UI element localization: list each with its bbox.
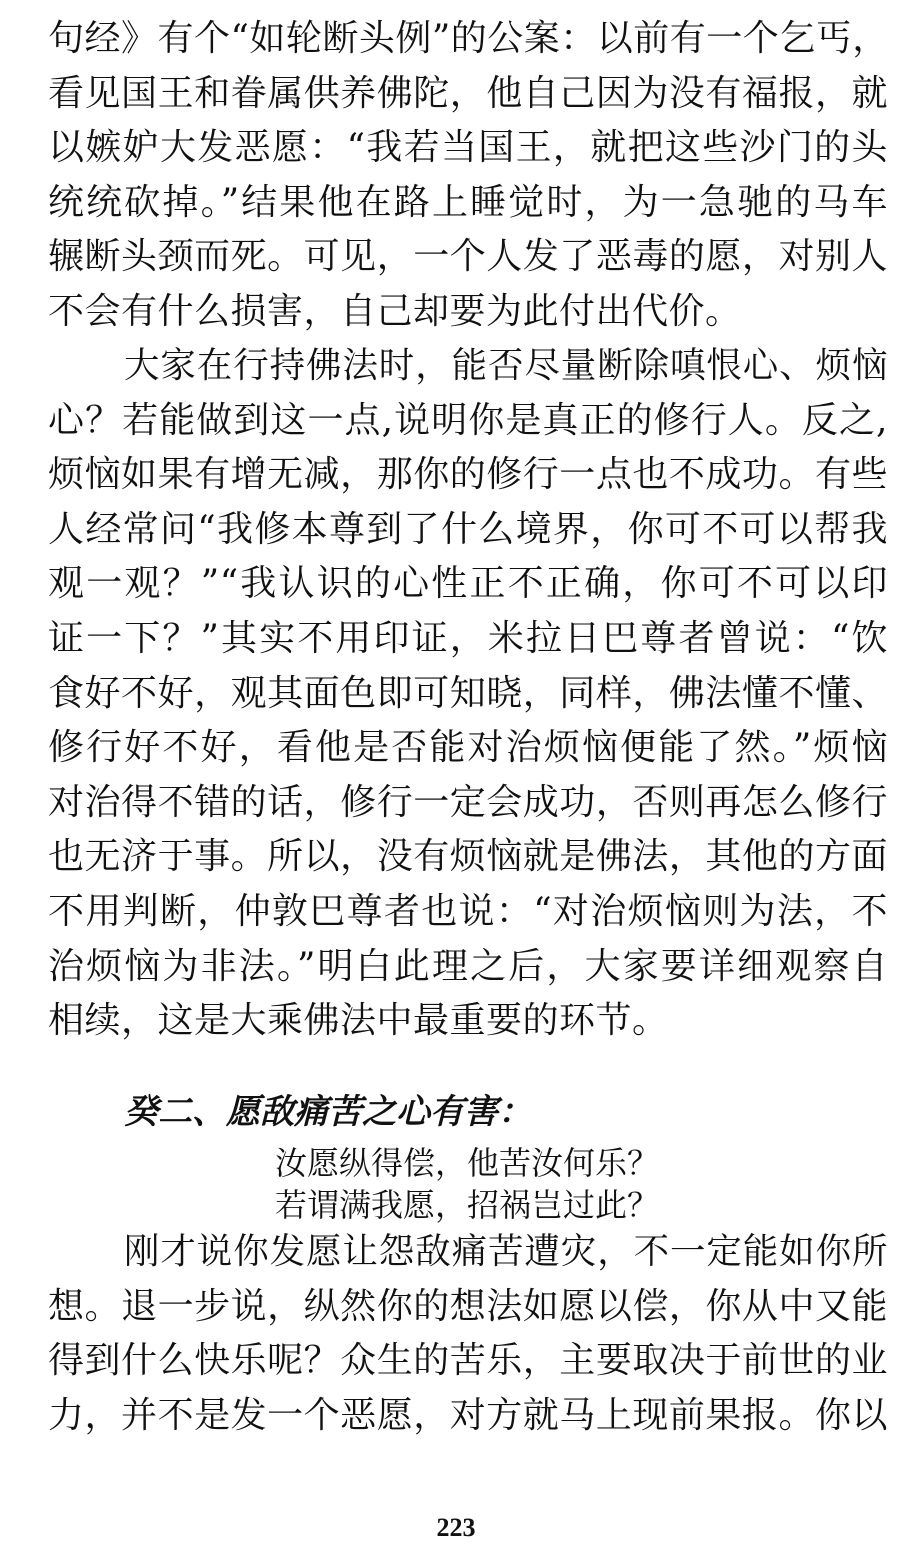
text-line: 不会有什么损害，自己却要为此付出代价。: [48, 290, 742, 332]
paragraph-1: [48, 12, 888, 340]
text-line: 辗断头颈而死。可见，一个人发了恶毒的愿，对别人: [48, 236, 888, 278]
page-number: 223: [436, 1513, 476, 1542]
verse-line-2: 若谓满我愿，招祸岂过此？: [275, 1186, 660, 1224]
text-line: 大家在行持佛法时，能否尽量断除嗔恨心、烦恼: [124, 345, 888, 386]
text-line: 食好不好，观其面色即可知晓，同样，佛法懂不懂、: [48, 672, 888, 714]
verse-line-1: 汝愿纵得偿，他苦汝何乐？: [275, 1144, 660, 1182]
text-line: 对治得不错的话，修行一定会成功，否则再怎么修行: [48, 781, 888, 823]
text-line: 证一下？”其实不用印证，米拉日巴尊者曾说：“饮: [48, 617, 888, 659]
section-heading: 癸二、愿敌痛苦之心有害：: [124, 1092, 532, 1132]
text-line: 心？若能做到这一点,说明你是真正的修行人。反之,: [48, 399, 888, 441]
text-line: 修行好不好，看他是否能对治烦恼便能了然。”烦恼: [48, 727, 888, 769]
text-line: 统统砍掉。”结果他在路上睡觉时，为一急驰的马车: [48, 181, 888, 223]
paragraph-2: [48, 339, 888, 1049]
text-line: 观一观？”“我认识的心性正不正确，你可不可以印: [48, 563, 888, 605]
text-line: 人经常问“我修本尊到了什么境界，你可不可以帮我: [48, 508, 888, 550]
text-line: 想。退一步说，纵然你的想法如愿以偿，你从中又能: [48, 1285, 888, 1327]
text-line: 不用判断，仲敦巴尊者也说：“对治烦恼则为法，不: [48, 890, 888, 932]
text-line: 刚才说你发愿让怨敌痛苦遭灾，不一定能如你所: [124, 1231, 888, 1272]
text-line: 相续，这是大乘佛法中最重要的环节。: [48, 1000, 669, 1042]
text-line: 力，并不是发一个恶愿，对方就马上现前果报。你以: [48, 1394, 888, 1436]
text-line: 得到什么快乐呢？众生的苦乐，主要取决于前世的业: [48, 1340, 888, 1382]
paragraph-3: [48, 1225, 888, 1443]
text-line: 也无济于事。所以，没有烦恼就是佛法，其他的方面: [48, 836, 888, 878]
text-line: 以嫉妒大发恶愿：“我若当国王，就把这些沙门的头: [48, 127, 888, 169]
text-line: 治烦恼为非法。”明白此理之后，大家要详细观察自: [48, 945, 888, 987]
text-line: 烦恼如果有增无减，那你的修行一点也不成功。有些: [48, 454, 888, 496]
text-line: 看见国王和眷属供养佛陀，他自己因为没有福报，就: [48, 72, 888, 114]
text-line: 句经》有个“如轮断头例”的公案：以前有一个乞丐，: [48, 18, 889, 59]
